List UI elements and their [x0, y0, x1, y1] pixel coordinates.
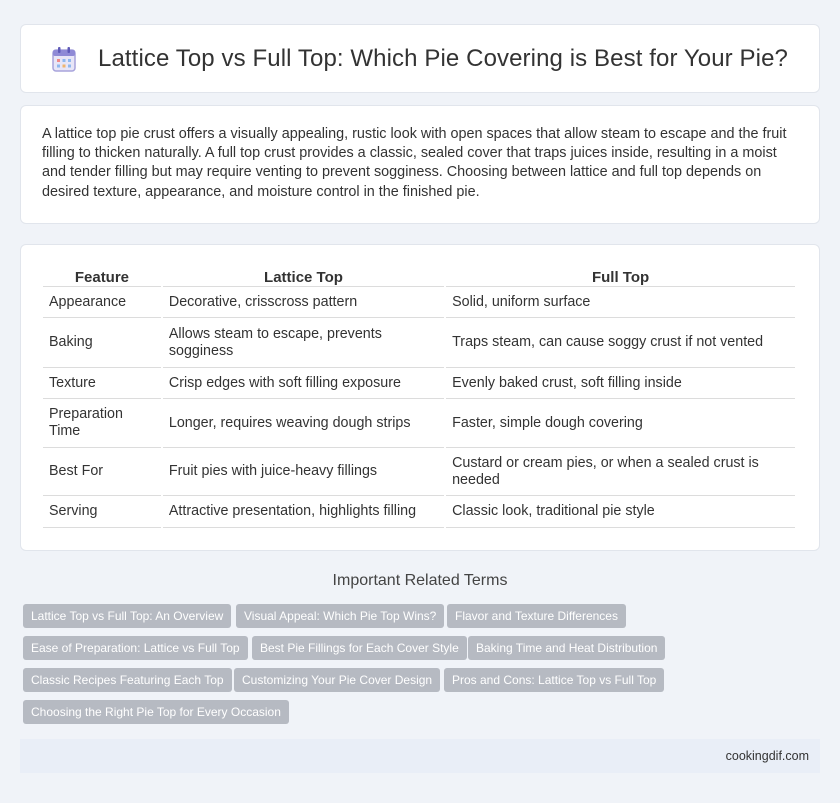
column-header: Lattice Top	[163, 267, 444, 287]
intro-text: A lattice top pie crust offers a visually appealing, rustic look with open spaces that allow steam to escape and the fruit filling to thicken naturally. A full top crust provides a classic, sealed cover that traps juices inside, resulting in a moist and tender filling but may require venting to prevent sogginess. Choosing between lattice and full top depends on desired texture, appearance, and moisture control in the finished pie.	[42, 126, 787, 200]
column-header: Full Top	[446, 267, 795, 287]
tag-link[interactable]: Flavor and Texture Differences	[447, 604, 626, 628]
footer-bar	[20, 739, 820, 773]
table-row	[43, 399, 795, 448]
tag-link[interactable]: Customizing Your Pie Cover Design	[234, 668, 440, 692]
table-cell: Texture	[43, 368, 161, 399]
table-row	[43, 368, 795, 399]
table-row	[43, 448, 795, 496]
table-row	[43, 496, 795, 528]
page-header	[20, 24, 820, 93]
table-cell: Attractive presentation, highlights filling	[163, 496, 444, 528]
table-row	[43, 287, 795, 318]
tag-link[interactable]: Best Pie Fillings for Each Cover Style	[252, 636, 467, 660]
table-cell: Custard or cream pies, or when a sealed crust is needed	[446, 448, 795, 496]
table-cell: Traps steam, can cause soggy crust if not vented	[446, 318, 795, 368]
comparison-card	[20, 244, 820, 551]
table-cell: Classic look, traditional pie style	[446, 496, 795, 528]
table-cell: Appearance	[43, 287, 161, 318]
table-cell: Best For	[43, 448, 161, 496]
tag-link[interactable]: Pros and Cons: Lattice Top vs Full Top	[444, 668, 664, 692]
table-cell: Faster, simple dough covering	[446, 399, 795, 448]
table-cell: Evenly baked crust, soft filling inside	[446, 368, 795, 399]
column-header: Feature	[43, 267, 161, 287]
table-cell: Preparation Time	[43, 399, 161, 448]
tag-link[interactable]: Baking Time and Heat Distribution	[468, 636, 665, 660]
table-cell: Fruit pies with juice-heavy fillings	[163, 448, 444, 496]
tag-link[interactable]: Ease of Preparation: Lattice vs Full Top	[23, 636, 248, 660]
table-cell: Serving	[43, 496, 161, 528]
calendar-icon	[52, 46, 76, 72]
table-cell: Baking	[43, 318, 161, 368]
table-row	[43, 318, 795, 368]
table-cell: Allows steam to escape, prevents sogginess	[163, 318, 444, 368]
page-title: Lattice Top vs Full Top: Which Pie Covering is Best for Your Pie?	[98, 44, 788, 72]
table-cell: Solid, uniform surface	[446, 287, 795, 318]
related-terms-title: Important Related Terms	[332, 572, 508, 589]
table-cell: Decorative, crisscross pattern	[163, 287, 444, 318]
table-cell: Crisp edges with soft filling exposure	[163, 368, 444, 399]
comparison-table	[41, 267, 797, 528]
tag-link[interactable]: Visual Appeal: Which Pie Top Wins?	[236, 604, 444, 628]
tag-link[interactable]: Classic Recipes Featuring Each Top	[23, 668, 232, 692]
table-cell: Longer, requires weaving dough strips	[163, 399, 444, 448]
intro-card	[20, 105, 820, 224]
tag-link[interactable]: Lattice Top vs Full Top: An Overview	[23, 604, 231, 628]
table-header-row	[43, 267, 795, 287]
tag-link[interactable]: Choosing the Right Pie Top for Every Occasion	[23, 700, 289, 724]
footer-site[interactable]: cookingdif.com	[725, 749, 809, 763]
